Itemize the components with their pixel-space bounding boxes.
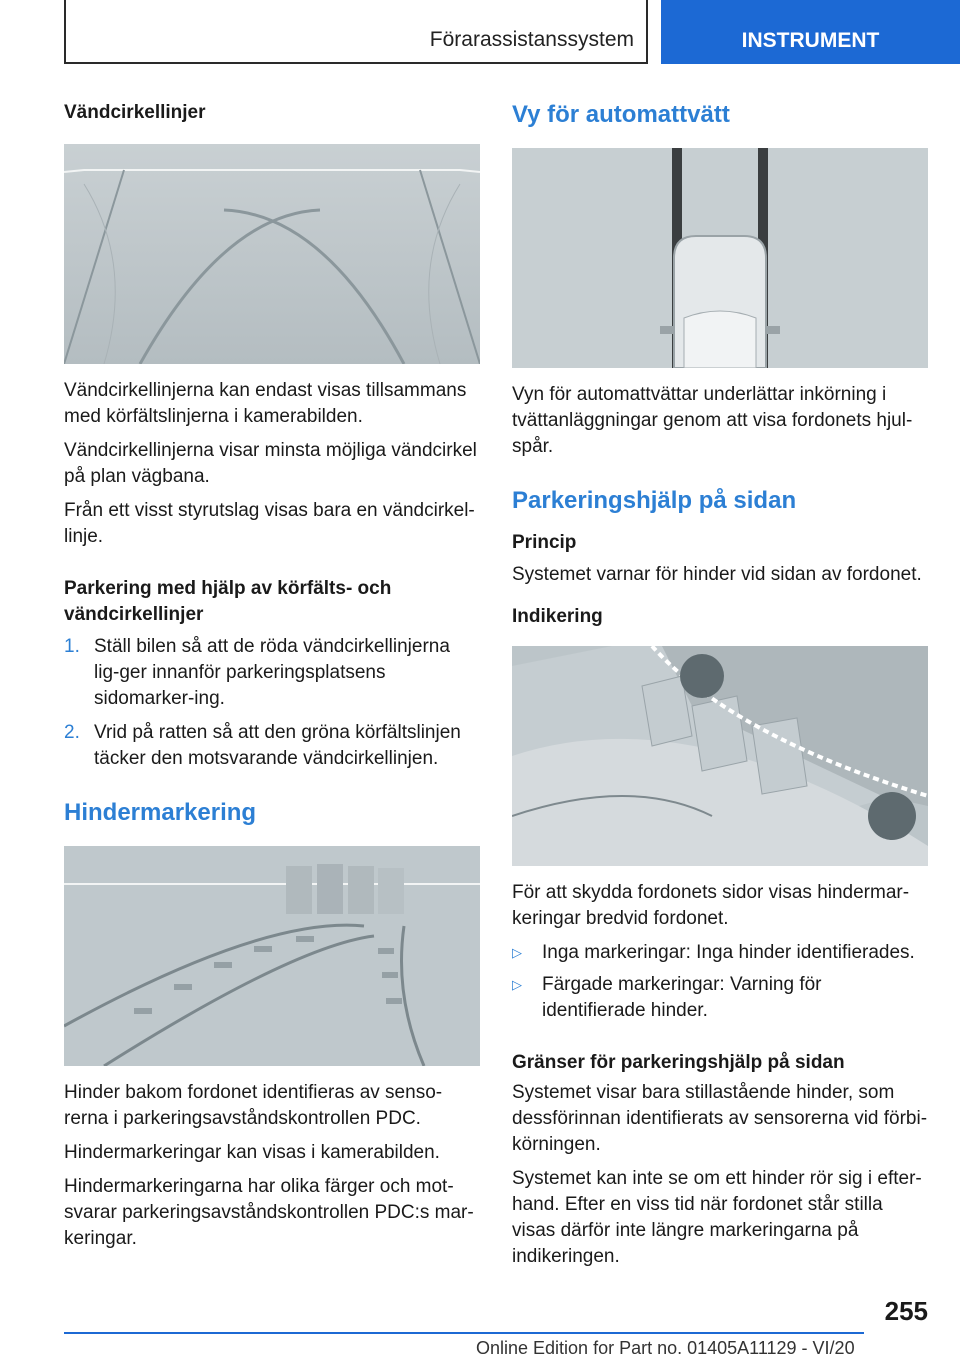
page-number: 255 [884, 1296, 928, 1326]
steps-list [64, 634, 480, 772]
paragraph: Hindermarkeringarna har olika färger och mot-svarar parkeringsavståndskontrollen PDC:s mar-keringar. [64, 1176, 474, 1249]
paragraph: Systemet kan inte se om ett hinder rör sig i efter-hand. Efter en viss tid när fordonet står stilla visas därför inte längre markeringarna på indikeringen. [512, 1168, 922, 1267]
triangle-right-icon: ▷ [512, 945, 522, 960]
side-parking-indication-image [512, 646, 928, 866]
heading-vandcirkellinjer: Vändcirkellinjer [64, 102, 206, 123]
heading-vy-automattvatt: Vy för automattvätt [512, 101, 730, 128]
list-item [512, 972, 928, 1024]
car-wash-view-image [512, 148, 928, 368]
step-text: Ställ bilen så att de röda vändcirkellinjerna lig-ger innanför parkeringsplatsens sidomarker-ing. [94, 636, 450, 709]
bullet-text: Inga markeringar: Inga hinder identifierades. [542, 942, 915, 963]
paragraph: Systemet visar bara stillastående hinder, som dessförinnan identifierats av sensorerna vid förbi-körningen. [512, 1082, 928, 1155]
step-number: 1. [64, 636, 80, 657]
obstacle-marking-image [64, 846, 480, 1066]
paragraph: Hinder bakom fordonet identifieras av senso-rerna i parkeringsavståndskontrollen PDC. [64, 1082, 443, 1129]
heading-princip: Princip [512, 532, 577, 553]
chapter-tab: INSTRUMENT [661, 0, 960, 64]
bullet-text: Färgade markeringar: Varning för identifierade hinder. [542, 974, 822, 1021]
paragraph: Vyn för automattvättar underlättar inkörning i tvättanläggningar genom att visa fordonets hjul-spår. [512, 384, 913, 457]
paragraph: Vändcirkellinjerna kan endast visas tillsammans med körfältslinjerna i kamerabilden. [64, 380, 467, 427]
list-item [512, 940, 928, 966]
edition-text: Online Edition for Part no. 01405A11129 - VI/20 [476, 1338, 855, 1358]
heading-indikering: Indikering [512, 606, 603, 627]
paragraph: För att skydda fordonets sidor visas hindermar-keringar bredvid fordonet. [512, 882, 910, 929]
turning-circle-lines-image [64, 144, 480, 364]
list-item [64, 634, 480, 712]
bullet-list [512, 940, 928, 1024]
paragraph: Vändcirkellinjerna visar minsta möjliga vändcirkel på plan vägbana. [64, 440, 477, 487]
triangle-right-icon: ▷ [512, 977, 522, 992]
footer-divider [64, 1332, 864, 1334]
page-header [64, 0, 960, 66]
heading-hindermarkering: Hindermarkering [64, 799, 257, 826]
paragraph: Systemet varnar för hinder vid sidan av fordonet. [512, 564, 922, 585]
left-column [64, 100, 480, 1252]
heading-granser: Gränser för parkeringshjälp på sidan [512, 1052, 845, 1073]
step-text: Vrid på ratten så att den gröna körfältslinjen täcker den motsvarande vändcirkellinjen. [94, 722, 461, 769]
heading-parkeringshjalp-sidan: Parkeringshjälp på sidan [512, 487, 797, 514]
paragraph: Hindermarkeringar kan visas i kamerabilden. [64, 1142, 440, 1163]
heading-parkering: Parkering med hjälp av körfälts- och vändcirkellinjer [64, 578, 392, 625]
section-title: Förarassistanssystem [429, 28, 634, 51]
right-column [512, 100, 928, 1270]
paragraph: Från ett visst styrutslag visas bara en vändcirkel-linje. [64, 500, 475, 547]
list-item [64, 720, 480, 772]
step-number: 2. [64, 722, 80, 743]
